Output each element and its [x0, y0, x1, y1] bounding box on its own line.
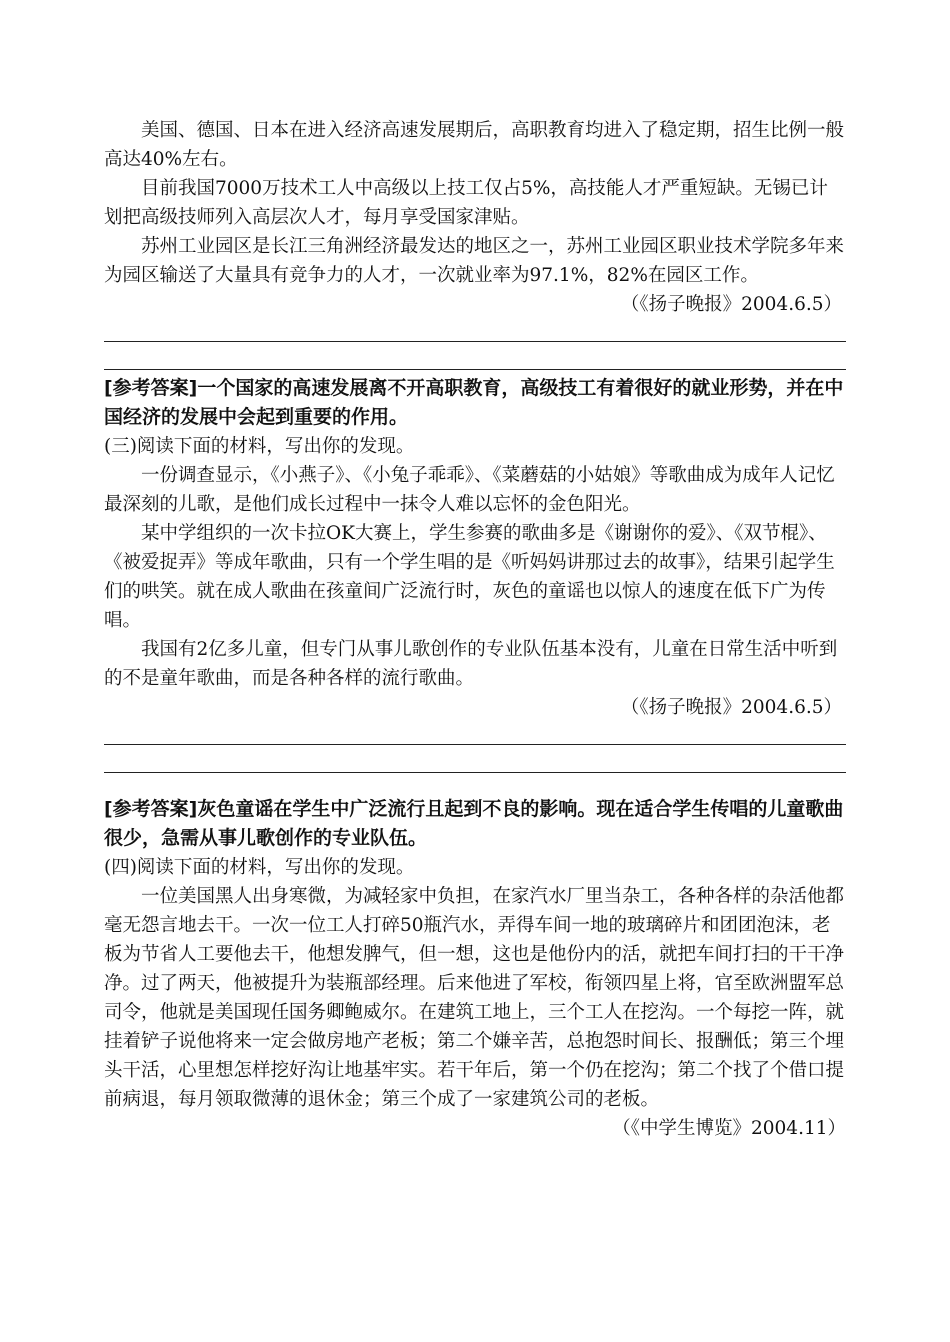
s2-para-3: 苏州工业园区是长江三角洲经济最发达的地区之一，苏州工业园区职业技术学院多年来为园区输送了大量具有竞争力的人才，一次就业率为97.1%，82%在园区工作。 [104, 236, 845, 286]
s3-para-3: 我国有2亿多儿童，但专门从事儿歌创作的专业队伍基本没有，儿童在日常生活中听到的不是童年歌曲，而是各种各样的流行歌曲。 [104, 639, 838, 689]
s2-para-2: 目前我国7000万技术工人中高级以上技工仅占5%，高技能人才严重短缺。无锡已计划把高级技师列入高层次人才，每月享受国家津贴。 [104, 178, 828, 228]
answer-tag: [参考答案] [104, 798, 198, 820]
s2-answer [104, 374, 846, 432]
s3-para-1: 一份调查显示，《小燕子》、《小兔子乖乖》、《菜蘑菇的小姑娘》等歌曲成为成年人记忆最深刻的儿歌，是他们成长过程中一抹令人难以忘怀的金色阳光。 [104, 465, 835, 515]
s2-source: （《扬子晚报》2004.6.5） [620, 294, 842, 315]
answer-text: 一个国家的高速发展离不开高职教育，高级技工有着很好的就业形势，并在中国经济的发展中会起到重要的作用。 [104, 377, 844, 428]
s2-para-1: 美国、德国、日本在进入经济高速发展期后，高职教育均进入了稳定期，招生比例一般高达40%左右。 [104, 120, 845, 170]
s3-answer [104, 795, 846, 853]
s4-heading: (四)阅读下面的材料，写出你的发现。 [104, 857, 415, 878]
document-page [104, 116, 846, 1143]
s4-para-1: 一位美国黑人出身寒微，为减轻家中负担，在家汽水厂里当杂工，各种各样的杂活他都毫无怨言地去干。一次一位工人打碎50瓶汽水，弄得车间一地的玻璃碎片和团团泡沫，老板为节省人工要他去干，他想发脾气，但一想，这也是他份内的活，就把车间打扫的干干净净。过了两天，他被提升为装瓶部经理。后来他进了军校，衔领四星上将，官至欧洲盟军总司令，他就是美国现任国务卿鲍威尔。在建筑工地上，三个工人在挖沟。一个每挖一阵，就挂着铲子说他将来一定会做房地产老板；第二个嫌辛苦，总抱怨时间长、报酬低；第三个埋头干活，心里想怎样挖好沟让地基牢实。若干年后，第一个仍在挖沟；第二个找了个借口提前病退，每月领取微薄的退休金；第三个成了一家建筑公司的老板。 [104, 886, 845, 1110]
s4-source: （《中学生博览》2004.11） [612, 1118, 846, 1139]
s3-heading: (三)阅读下面的材料，写出你的发现。 [104, 436, 415, 457]
answer-tag: [参考答案] [104, 377, 198, 399]
answer-text: 灰色童谣在学生中广泛流行且起到不良的影响。现在适合学生传唱的儿童歌曲很少，急需从事儿歌创作的专业队伍。 [104, 798, 844, 849]
s3-para-2: 某中学组织的一次卡拉OK大赛上，学生参赛的歌曲多是《谢谢你的爱》、《双节棍》、《被爱捉弄》等成年歌曲，只有一个学生唱的是《听妈妈讲那过去的故事》，结果引起学生们的哄笑。就在成人歌曲在孩童间广泛流行时，灰色的童谣也以惊人的速度在低下广为传唱。 [104, 523, 835, 631]
s3-source: （《扬子晚报》2004.6.5） [620, 697, 842, 718]
